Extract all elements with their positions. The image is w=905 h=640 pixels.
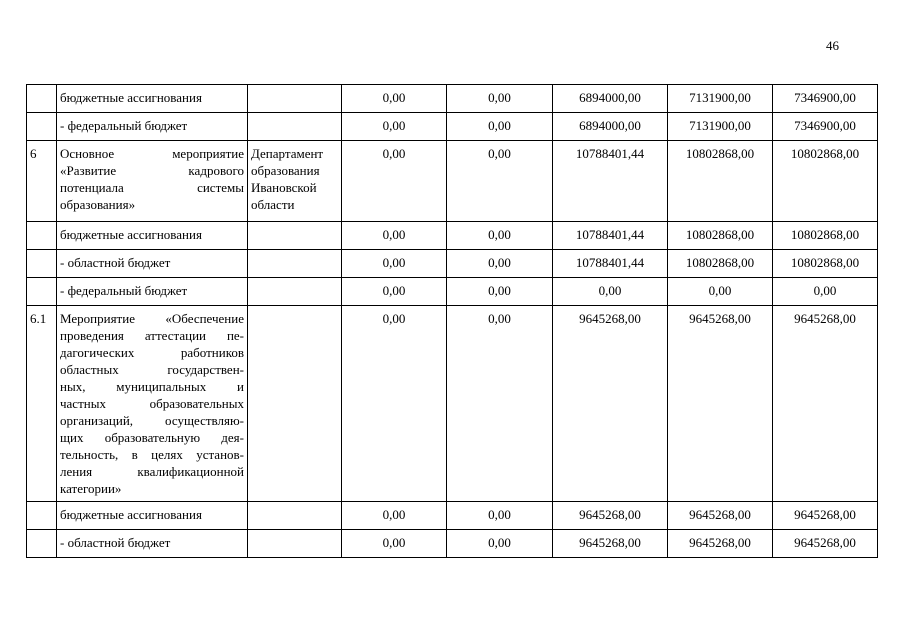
executor-cell [248,141,342,222]
table-row [27,530,878,558]
row-name-line: организаций, осуществляю- [60,413,244,428]
row-name-line: ных, муниципальных и [60,379,244,394]
row-name-line: щих образовательную дея- [60,430,244,445]
executor-cell [248,502,342,530]
value-cell: 9645268,00 [668,530,773,558]
row-name-cell [57,306,248,502]
row-number-cell [27,85,57,113]
row-name-line: областных государствен- [60,362,244,377]
executor-cell [248,250,342,278]
row-name-line: Мероприятие «Обеспечение [60,311,244,326]
executor-line: Департамент [251,146,324,161]
row-name-line: бюджетные ассигнования [60,90,202,105]
value-cell: 10802868,00 [668,141,773,222]
value-cell: 0,00 [447,306,553,502]
row-name-cell [57,85,248,113]
row-number-cell [27,222,57,250]
value-cell: 7346900,00 [773,113,878,141]
row-name-line: - областной бюджет [60,255,171,270]
value-cell: 0,00 [447,530,553,558]
value-cell: 9645268,00 [773,306,878,502]
table-row [27,250,878,278]
executor-line: образования [251,163,320,178]
value-cell: 0,00 [447,222,553,250]
value-cell: 0,00 [342,530,447,558]
row-name-line: - федеральный бюджет [60,283,188,298]
row-name-line: Основное мероприятие [60,146,244,161]
value-cell: 0,00 [342,278,447,306]
row-number-cell: 6 [27,141,57,222]
row-name-line: бюджетные ассигнования [60,227,202,242]
value-cell: 9645268,00 [773,530,878,558]
executor-cell [248,222,342,250]
row-name-cell [57,502,248,530]
row-name-line: «Развитие кадрового [60,163,244,178]
row-name-line: - областной бюджет [60,535,171,550]
row-name-cell [57,222,248,250]
value-cell: 0,00 [342,222,447,250]
value-cell: 10802868,00 [668,250,773,278]
value-cell: 0,00 [342,250,447,278]
value-cell: 7131900,00 [668,85,773,113]
value-cell: 0,00 [342,113,447,141]
row-name-line: тельность, в целях установ- [60,447,244,462]
value-cell: 10788401,44 [553,222,668,250]
value-cell: 0,00 [447,85,553,113]
value-cell: 10802868,00 [773,222,878,250]
row-number-cell: 6.1 [27,306,57,502]
value-cell: 0,00 [342,85,447,113]
row-name-line: потенциала системы [60,180,244,195]
value-cell: 7131900,00 [668,113,773,141]
value-cell: 0,00 [447,250,553,278]
table-row [27,141,878,222]
value-cell: 0,00 [668,278,773,306]
value-cell: 10802868,00 [773,250,878,278]
row-name-line: категории» [60,481,122,496]
executor-cell [248,306,342,502]
value-cell: 0,00 [447,141,553,222]
value-cell: 10788401,44 [553,250,668,278]
value-cell: 7346900,00 [773,85,878,113]
row-name-line: ления квалификационной [60,464,244,479]
row-name-line: частных образовательных [60,396,244,411]
row-name-cell [57,530,248,558]
executor-line: Ивановской [251,180,317,195]
table-row [27,502,878,530]
row-name-line: бюджетные ассигнования [60,507,202,522]
value-cell: 10788401,44 [553,141,668,222]
value-cell: 0,00 [342,306,447,502]
budget-table-body [27,85,878,558]
value-cell: 0,00 [553,278,668,306]
value-cell: 0,00 [447,113,553,141]
row-name-cell [57,141,248,222]
row-number-cell [27,113,57,141]
table-row [27,222,878,250]
row-name-cell [57,113,248,141]
value-cell: 6894000,00 [553,85,668,113]
row-name-line: проведения аттестации пе- [60,328,244,343]
value-cell: 6894000,00 [553,113,668,141]
row-number-cell [27,530,57,558]
row-number-cell [27,502,57,530]
budget-table [26,84,878,558]
executor-cell [248,113,342,141]
value-cell: 9645268,00 [668,502,773,530]
row-name-cell [57,278,248,306]
table-row [27,85,878,113]
value-cell: 10802868,00 [668,222,773,250]
row-number-cell [27,250,57,278]
value-cell: 0,00 [447,278,553,306]
table-row [27,278,878,306]
executor-cell [248,85,342,113]
value-cell: 10802868,00 [773,141,878,222]
value-cell: 0,00 [342,141,447,222]
row-name-line: образования» [60,197,136,212]
value-cell: 0,00 [773,278,878,306]
value-cell: 9645268,00 [553,530,668,558]
table-row [27,306,878,502]
row-number-cell [27,278,57,306]
executor-line: области [251,197,295,212]
value-cell: 0,00 [447,502,553,530]
row-name-line: дагогических работников [60,345,244,360]
value-cell: 9645268,00 [668,306,773,502]
row-name-line: - федеральный бюджет [60,118,188,133]
table-row [27,113,878,141]
executor-cell [248,278,342,306]
page-number: 46 [826,38,839,53]
value-cell: 0,00 [342,502,447,530]
value-cell: 9645268,00 [553,502,668,530]
row-name-cell [57,250,248,278]
value-cell: 9645268,00 [773,502,878,530]
value-cell: 9645268,00 [553,306,668,502]
executor-cell [248,530,342,558]
